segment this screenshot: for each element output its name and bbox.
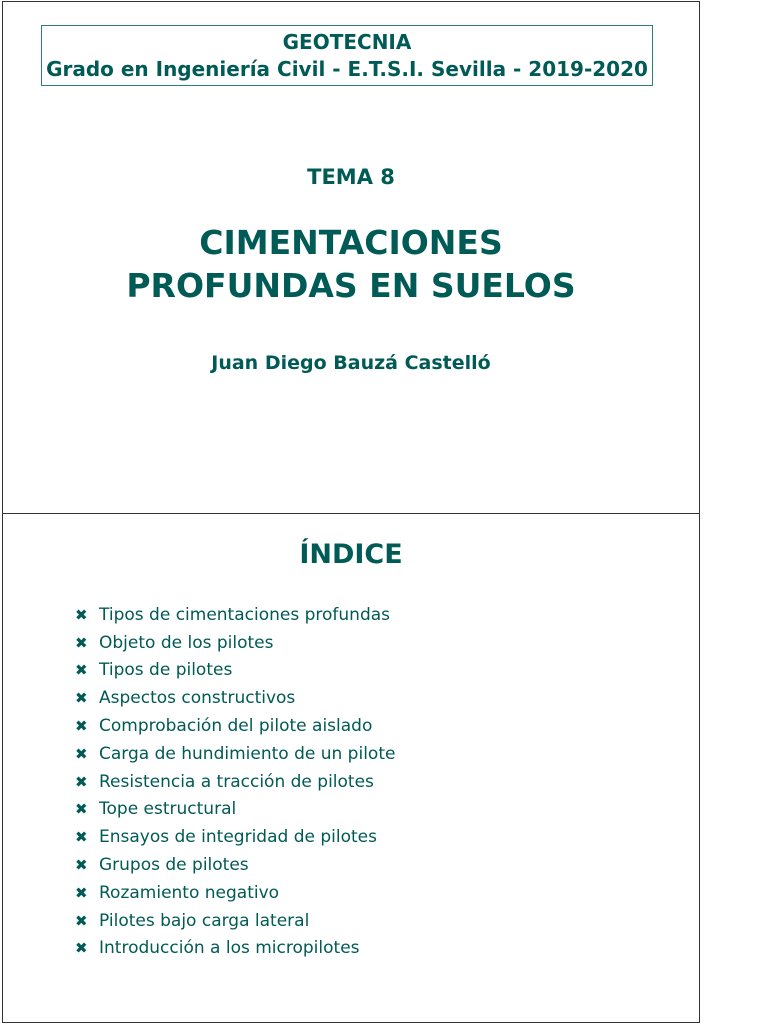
course-name: GEOTECNIA	[282, 30, 412, 54]
cross-mark-icon: ✖	[75, 800, 88, 819]
cross-mark-icon: ✖	[75, 856, 88, 875]
index-item-label: Aspectos constructivos	[99, 688, 296, 709]
index-item	[75, 684, 395, 712]
index-item-label: Comprobación del pilote aislado	[99, 716, 373, 737]
cross-mark-icon: ✖	[75, 689, 88, 708]
index-item-label: Grupos de pilotes	[99, 855, 249, 876]
index-item	[75, 907, 395, 935]
index-item-label: Introducción a los micropilotes	[99, 938, 360, 959]
cross-mark-icon: ✖	[75, 939, 88, 958]
cross-mark-icon: ✖	[75, 744, 88, 763]
index-item	[75, 601, 395, 629]
index-item	[75, 851, 395, 879]
index-item	[75, 768, 395, 796]
index-item-label: Tope estructural	[99, 799, 237, 820]
title-slide	[2, 1, 700, 514]
index-list	[75, 601, 395, 962]
index-item-label: Carga de hundimiento de un pilote	[99, 743, 396, 764]
topic-number: TEMA 8	[307, 165, 395, 189]
index-item	[75, 823, 395, 851]
index-item-label: Resistencia a tracción de pilotes	[99, 771, 374, 792]
cross-mark-icon: ✖	[75, 633, 88, 652]
index-item	[75, 712, 395, 740]
cross-mark-icon: ✖	[75, 911, 88, 930]
title-line-1: CIMENTACIONES	[199, 223, 503, 262]
index-title: ÍNDICE	[299, 539, 403, 570]
index-item	[75, 629, 395, 657]
slide-title	[3, 221, 699, 307]
index-item	[75, 657, 395, 685]
index-item	[75, 796, 395, 824]
index-item	[75, 879, 395, 907]
cross-mark-icon: ✖	[75, 605, 88, 624]
index-item-label: Tipos de pilotes	[99, 660, 233, 681]
index-item-label: Objeto de los pilotes	[99, 632, 274, 653]
course-header	[41, 25, 653, 86]
index-slide	[2, 513, 700, 1023]
title-line-2: PROFUNDAS EN SUELOS	[126, 266, 576, 305]
course-details: Grado en Ingeniería Civil - E.T.S.I. Sevilla - 2019-2020	[46, 57, 648, 81]
index-item-label: Pilotes bajo carga lateral	[99, 910, 310, 931]
cross-mark-icon: ✖	[75, 828, 88, 847]
index-item	[75, 740, 395, 768]
author-name: Juan Diego Bauzá Castelló	[211, 352, 491, 374]
cross-mark-icon: ✖	[75, 772, 88, 791]
cross-mark-icon: ✖	[75, 883, 88, 902]
cross-mark-icon: ✖	[75, 661, 88, 680]
index-item-label: Rozamiento negativo	[99, 882, 280, 903]
cross-mark-icon: ✖	[75, 717, 88, 736]
index-item-label: Ensayos de integridad de pilotes	[99, 827, 377, 848]
index-item	[75, 935, 395, 963]
index-item-label: Tipos de cimentaciones profundas	[99, 604, 391, 625]
